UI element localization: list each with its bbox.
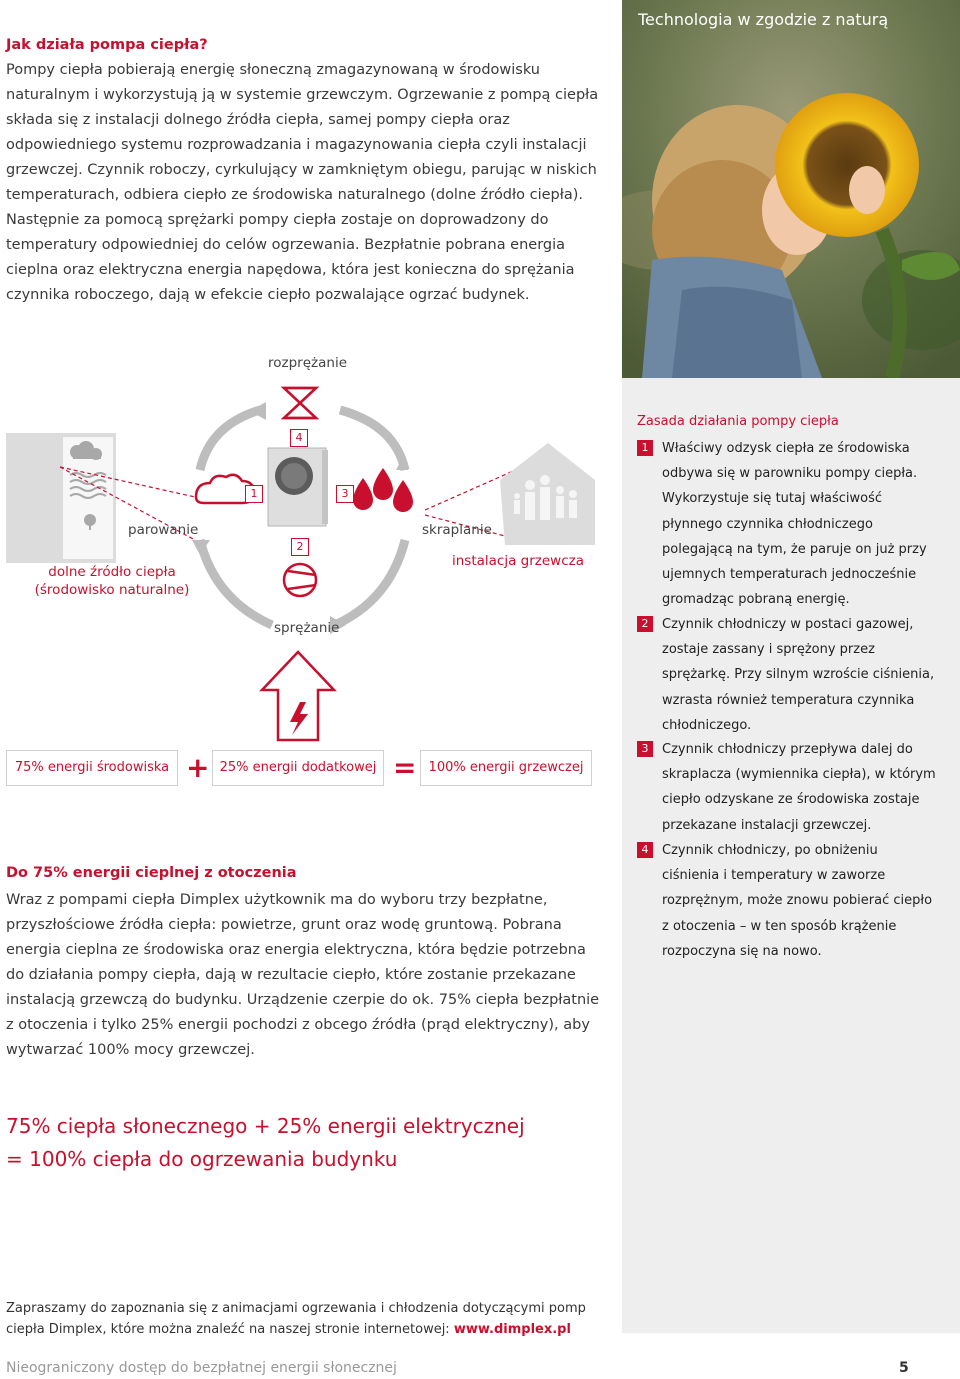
badge-2: 2 <box>291 538 309 556</box>
label-evaporation: parowanie <box>128 522 199 538</box>
equals-sign: = <box>393 751 417 784</box>
step-text: Właściwy odzysk ciepła ze środowiska odbywa się w parowniku pompy ciepła. Wykorzystuje się tutaj właściwość płynnego czynnika chłodniczego polegającą na tym, że paruje on już przy ujemnych temperaturach jednocześnie gromadząc pobraną energię. <box>662 441 927 608</box>
intro-section <box>6 33 604 308</box>
compressor-icon <box>284 564 316 596</box>
step-number: 2 <box>637 616 653 632</box>
intro-body: Pompy ciepła pobierają energię słoneczną zmagazynowaną w środowisku naturalnym i wykorzystują ją w systemie grzewczym. Ogrzewanie z pompą ciepła składa się z instalacji dolnego źródła ciepła, samej pompy ciepła oraz odpowiedniego systemu rozprowadzania i magazynowania ciepła czyli instalacji grzewczej. Czynnik roboczy, cyrkulujący w zamkniętym obiegu, parując w niskich temperaturach, odbiera ciepło ze środowiska naturalnego (dolne źródło ciepła). Następnie za pomocą sprężarki pompy ciepła zostaje on doprowadzony do temperatury odpowiedniej do celów ogrzewania. Bezpłatnie pobrana energia cieplna oraz elektryczna energia napędowa, która jest konieczna do sprężania czynnika roboczego, dają w efekcie ciepło pozwalające ogrzać budynek. <box>6 62 599 303</box>
house-family-icon <box>500 443 595 545</box>
extra-energy-box: 25% energii dodatkowej <box>212 750 384 786</box>
label-condensation: skraplanie <box>422 522 492 538</box>
label-heat-source-line1: dolne źródło ciepła <box>48 564 176 580</box>
footer-text: Nieograniczony dostęp do bezpłatnej energii słonecznej <box>6 1360 397 1376</box>
total-energy-box: 100% energii grzewczej <box>420 750 592 786</box>
step-text: Czynnik chłodniczy przepływa dalej do skraplacza (wymiennika ciepła), w którym ciepło odzyskane ze środowiska zostaje przekazane instalacji grzewczej. <box>662 742 936 833</box>
step-text: Czynnik chłodniczy w postaci gazowej, zostaje zassany i sprężony przez sprężarkę. Przy silnym wzroście ciśnienia, wzrasta również temperatura czynnika chłodniczego. <box>662 617 935 733</box>
section-body: Wraz z pompami ciepła Dimplex użytkownik ma do wyboru trzy bezpłatne, przyszłościowe źródła ciepła: powietrze, grunt oraz wodę gruntową. Pobrana energia cieplna ze środowiska oraz energia elektryczna, która będzie potrzebna do działania pompy ciepła, dają w rezultacie ciepło, które zostanie przekazane instalacją grzewczą do budynku. Urządzenie czerpie do ok. 75% ciepła bezpłatnie z otoczenia i tylko 25% energii pochodzi z obcego źródła (prąd elektryczny), aby wytwarzać 100% mocy grzewczej. <box>6 892 600 1058</box>
big-equation <box>6 1110 606 1176</box>
child-sunflower-photo <box>622 0 960 378</box>
heat-pump-unit-icon <box>268 448 328 526</box>
step-text: Czynnik chłodniczy, po obniżeniu ciśnienia i temperatury w zaworze rozprężnym, może znowu pobierać ciepło z otoczenia – w ten sposób krążenie rozpoczyna się na nowo. <box>662 843 933 959</box>
plus-sign: + <box>186 751 210 784</box>
intro-title: Jak działa pompa ciepła? <box>6 37 208 53</box>
big-equation-line1: 75% ciepła słonecznego + 25% energii elektrycznej <box>6 1114 525 1138</box>
principle-title: Zasada działania pompy ciepła <box>637 414 839 429</box>
expansion-valve-icon <box>284 388 316 418</box>
label-expansion: rozprężanie <box>268 355 347 371</box>
step-number: 3 <box>637 741 653 757</box>
step-number: 1 <box>637 440 653 456</box>
heat-drops-icon <box>353 468 413 512</box>
badge-3: 3 <box>336 485 354 503</box>
label-heat-source-line2: (środowisko naturalne) <box>34 582 190 598</box>
electricity-arrow-icon <box>262 652 334 740</box>
badge-1: 1 <box>245 485 263 503</box>
invite-text <box>6 1298 606 1340</box>
big-equation-line2: = 100% ciepła do ogrzewania budynku <box>6 1147 398 1171</box>
page-number: 5 <box>899 1360 909 1376</box>
env-energy-box: 75% energii środowiska <box>6 750 178 786</box>
step-number: 4 <box>637 842 653 858</box>
environment-icon <box>6 433 116 563</box>
principle-step-2 <box>637 612 937 738</box>
principle-step-4 <box>637 838 937 964</box>
dimplex-link[interactable]: www.dimplex.pl <box>453 1322 571 1337</box>
label-heat-source <box>33 563 191 599</box>
label-compression: sprężanie <box>274 620 340 636</box>
badge-4: 4 <box>290 429 308 447</box>
section-title: Do 75% energii cieplnej z otoczenia <box>6 865 297 881</box>
invite-body: Zapraszamy do zapoznania się z animacjami ogrzewania i chłodzenia dotyczącymi pomp ciepła Dimplex, które można znaleźć na naszej stronie internetowej: <box>6 1301 586 1337</box>
label-heating-install: instalacja grzewcza <box>452 553 585 569</box>
principle-step-1 <box>637 436 937 612</box>
principle-step-3 <box>637 737 937 838</box>
photo-title: Technologia w zgodzie z naturą <box>638 10 889 29</box>
